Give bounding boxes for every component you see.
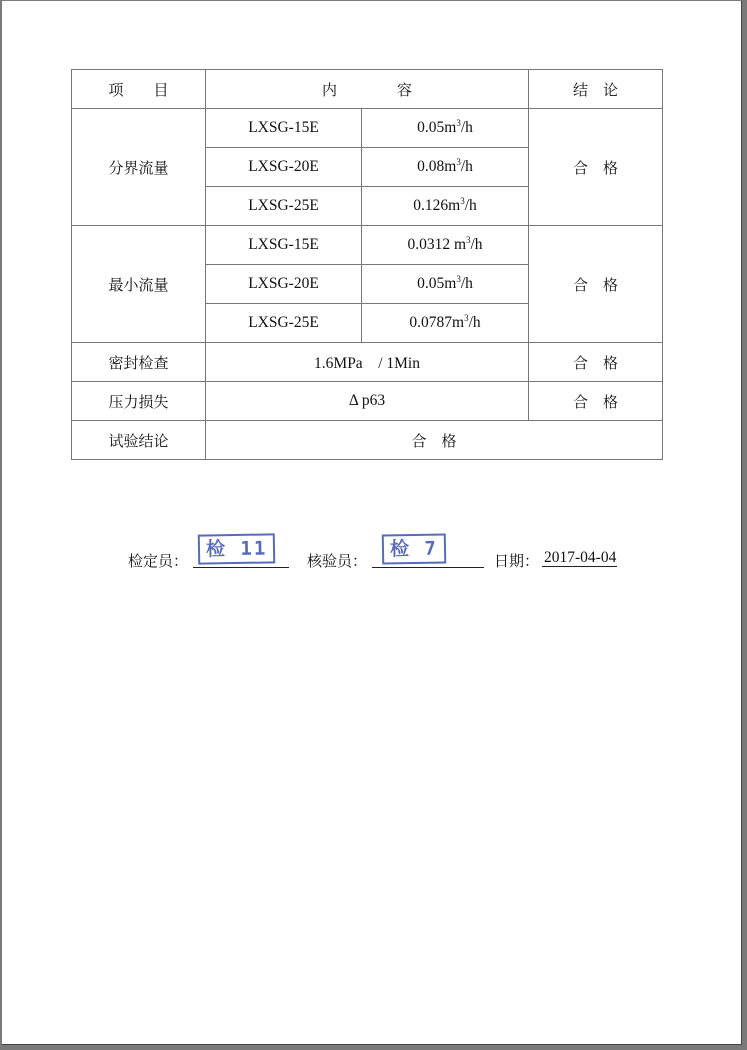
table-row xyxy=(72,109,663,148)
model-cell: LXSG-20E xyxy=(206,265,362,304)
seal-check-label: 密封检查 xyxy=(72,343,206,382)
table-header-row xyxy=(72,70,663,109)
test-conclusion-content: 合 格 xyxy=(206,421,663,460)
header-content: 内 容 xyxy=(206,70,529,109)
date-value: 2017-04-04 xyxy=(544,549,617,566)
flow-value-cell: $0.08m^3/h$ xyxy=(362,148,529,187)
verifier-signature-line xyxy=(193,567,289,568)
pressure-loss-label: 压力损失 xyxy=(72,382,206,421)
checker-signature-line xyxy=(372,567,484,568)
flow-value-cell: $0.05m^3/h$ xyxy=(362,109,529,148)
inspection-table xyxy=(71,69,663,460)
boundary-flow-result: 合 格 xyxy=(529,109,663,226)
checker-stamp: 检 7 xyxy=(382,533,446,564)
model-cell: LXSG-15E xyxy=(206,109,362,148)
verifier-stamp: 检 11 xyxy=(198,533,276,564)
signature-block xyxy=(2,531,741,581)
checker-label: 核验员： xyxy=(307,552,368,570)
seal-check-result: 合 格 xyxy=(529,343,663,382)
table-row xyxy=(72,343,663,382)
model-cell: LXSG-25E xyxy=(206,187,362,226)
table-row xyxy=(72,421,663,460)
model-cell: LXSG-15E xyxy=(206,226,362,265)
model-cell: LXSG-20E xyxy=(206,148,362,187)
table-row xyxy=(72,226,663,265)
flow-value-cell: $0.126m^3/h$ xyxy=(362,187,529,226)
min-flow-result: 合 格 xyxy=(529,226,663,343)
boundary-flow-label: 分界流量 xyxy=(72,109,206,226)
model-cell: LXSG-25E xyxy=(206,304,362,343)
min-flow-label: 最小流量 xyxy=(72,226,206,343)
header-conclusion: 结 论 xyxy=(529,70,663,109)
flow-value-cell: 0.0312 $m^3/h$ xyxy=(362,226,529,265)
table-row xyxy=(72,382,663,421)
pressure-loss-result: 合 格 xyxy=(529,382,663,421)
seal-check-content: 1.6MPa / 1Min xyxy=(206,343,529,382)
header-item: 项 目 xyxy=(72,70,206,109)
date-label: 日期： xyxy=(494,552,540,570)
pressure-loss-content: Δ p63 xyxy=(206,382,529,421)
verifier-label: 检定员： xyxy=(128,552,189,570)
flow-value-cell: $0.05m^3/h$ xyxy=(362,265,529,304)
document-page xyxy=(2,1,742,1045)
test-conclusion-label: 试验结论 xyxy=(72,421,206,460)
flow-value-cell: $0.0787m^3/h$ xyxy=(362,304,529,343)
